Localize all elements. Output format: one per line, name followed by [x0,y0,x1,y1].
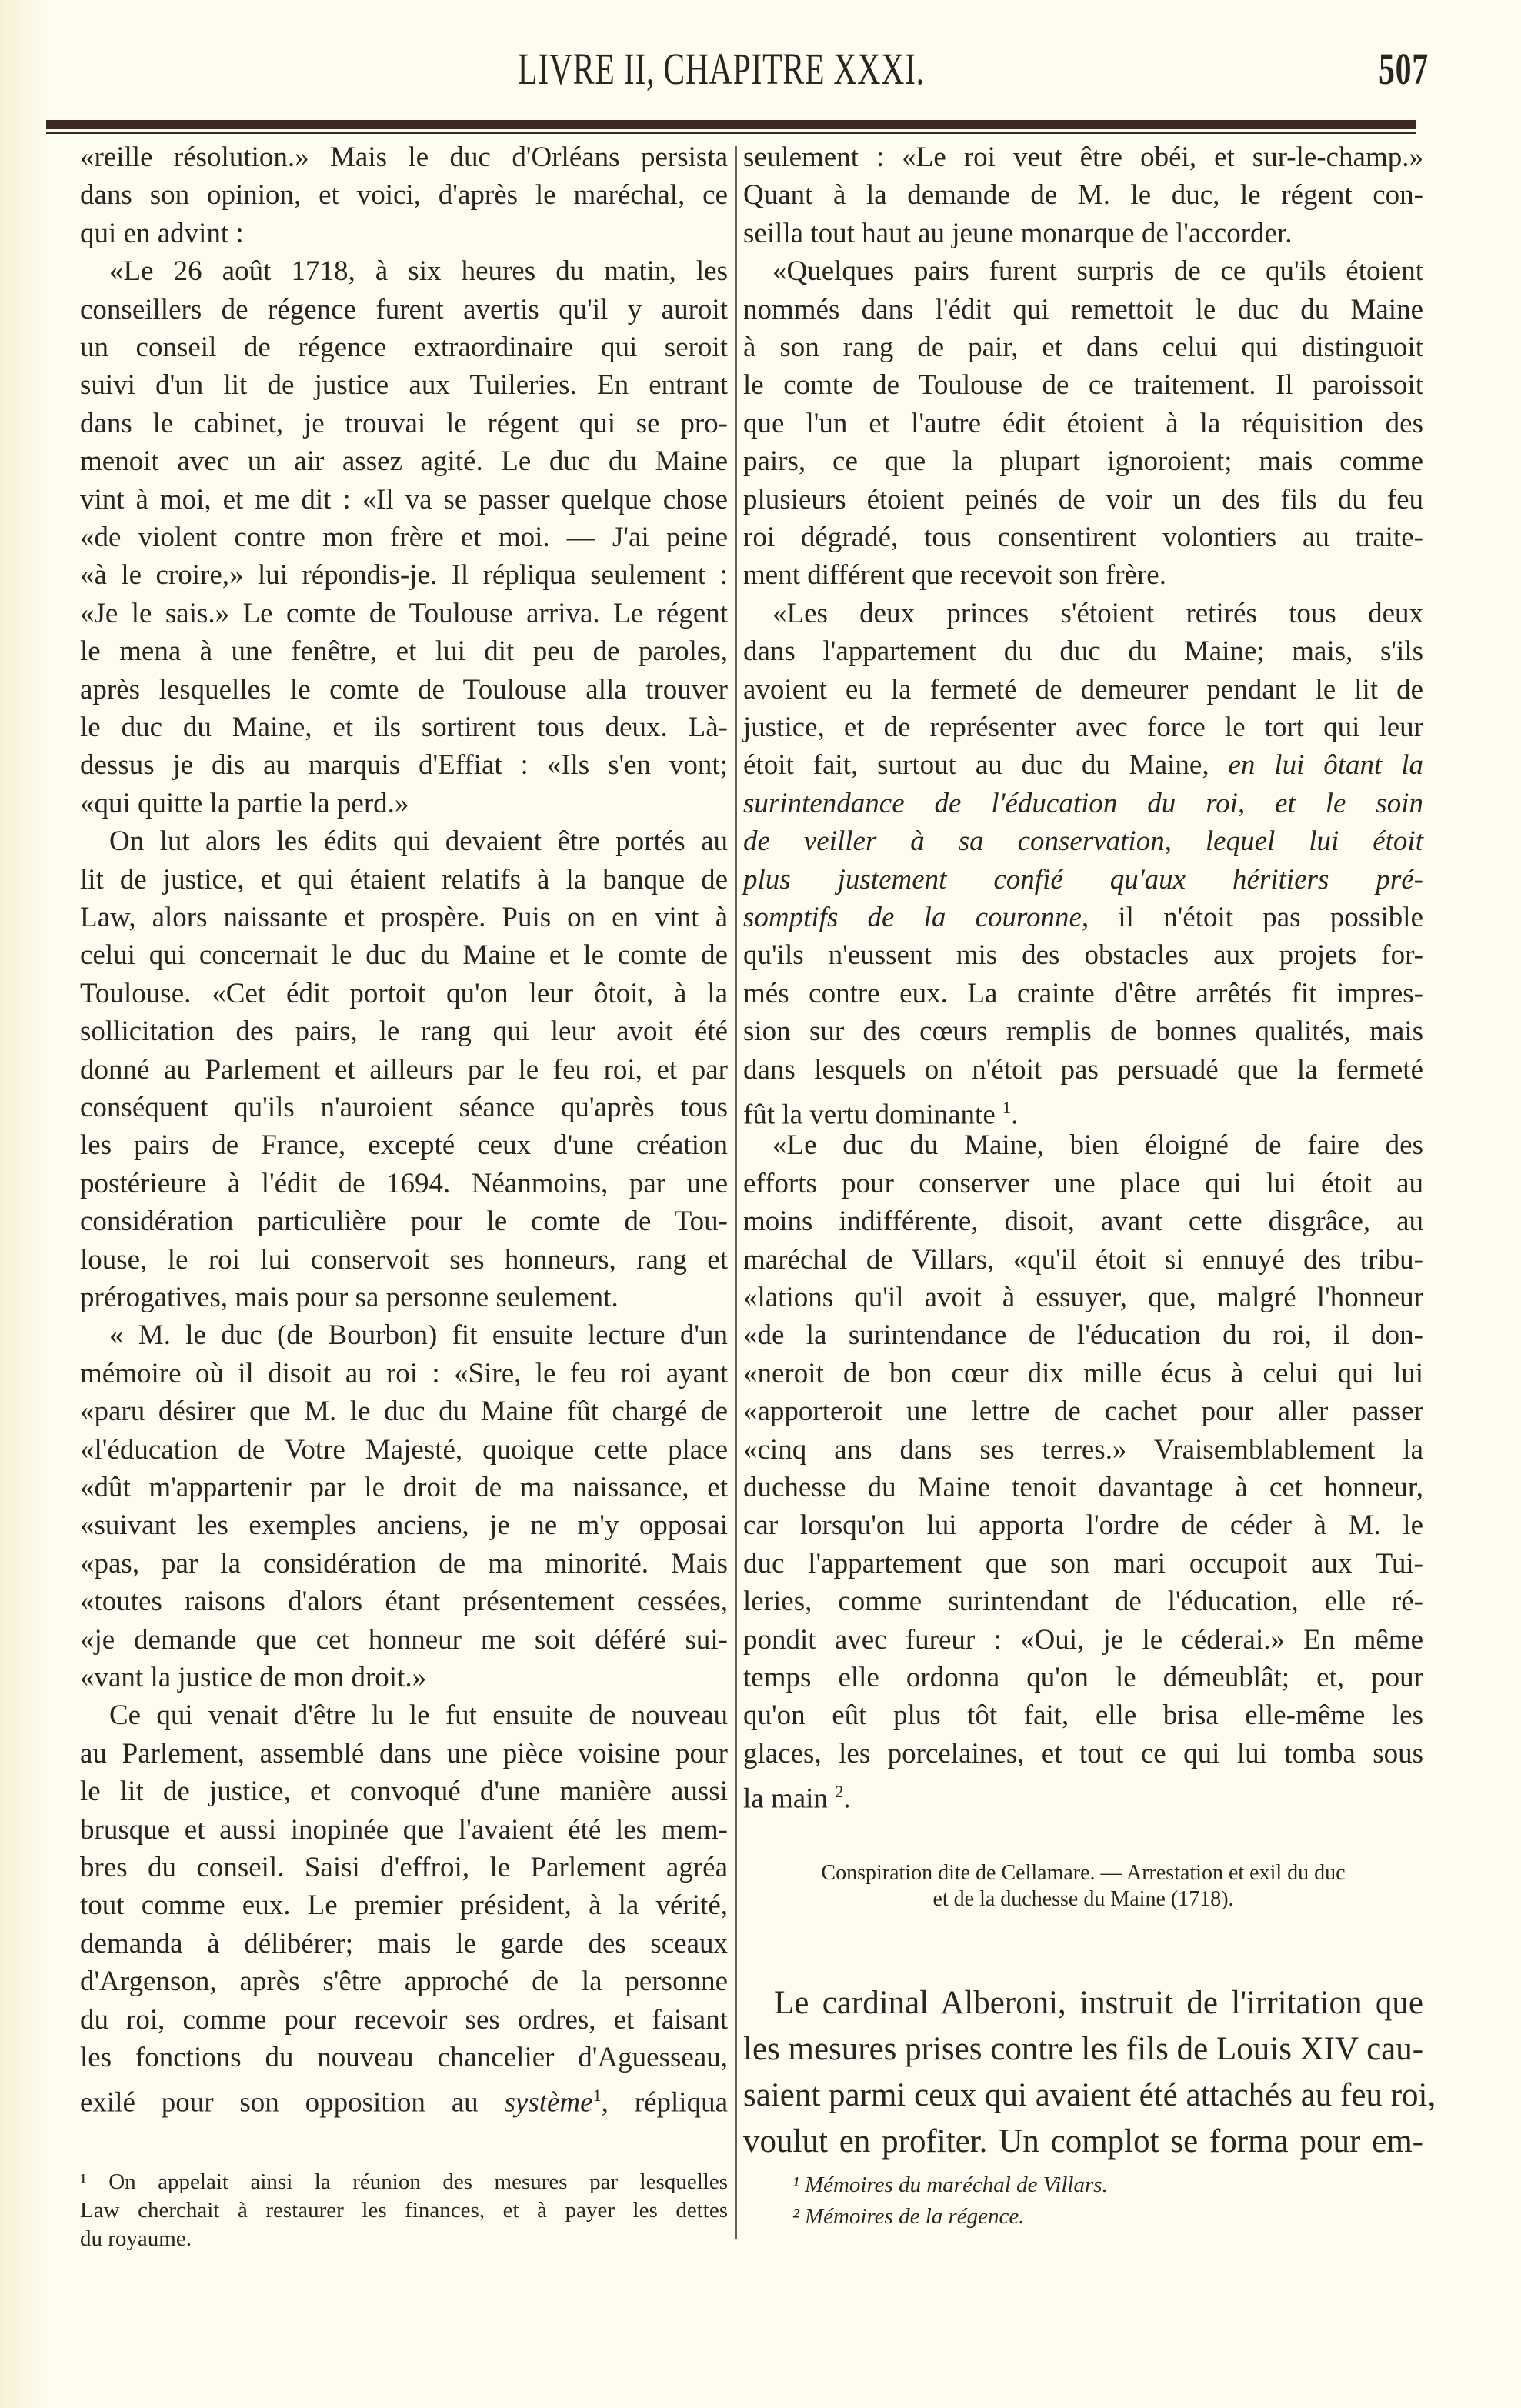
text-line: suivi d'un lit de justice aux Tuileries. En entrant [80,369,728,402]
footnote-ref: 2 [835,1782,844,1802]
footnote: Law cherchait à restaurer les finances, et à payer les dettes [80,2198,728,2223]
footnote-ref: 1 [592,2086,602,2106]
text-line: qu'ils n'eussent mis des obstacles aux projets for- [743,939,1423,972]
text-line [743,861,1423,899]
section-text-line: voulut en profiter. Un complot se forma pour em- [743,2123,1423,2160]
text-line: pairs, ce que la plupart ignoroient; mais comme [743,445,1423,478]
page-edge [0,0,46,2408]
text-line: «je demande que cet honneur me soit déféré sui- [80,1623,728,1656]
section-heading: Conspiration dite de Cellamare. — Arrestation et exil du duc [821,1861,1346,1885]
section-text-line: saient parmi ceux qui avaient été attachés au feu roi, [743,2077,1436,2113]
text-line: «reille résolution.» Mais le duc d'Orléans persista [80,142,728,173]
header-rule [46,120,1416,129]
footnote: ¹ On appelait ainsi la réunion des mesures par lesquelles [80,2170,728,2194]
text-line: prérogatives, mais pour sa personne seulement. [80,1282,619,1313]
text-line [743,746,1423,784]
header-rule-thin [46,132,1416,134]
text-line: duchesse du Maine tenoit davantage à cet honneur, [743,1472,1423,1503]
text-line: On lut alors les édits qui devaient être portés au [109,825,728,858]
footnote-ref: 1 [1002,1098,1012,1117]
text-line: Ce qui venait d'être lu le fut ensuite de nouveau [109,1699,728,1732]
text-line: donné au Parlement et ailleurs par le feu roi, et par [80,1053,728,1086]
footnote: ² Mémoires de la régence. [792,2204,1025,2229]
text-line: «paru désirer que M. le duc du Maine fût chargé de [80,1396,728,1428]
text-line: duc l'appartement que son mari occupoit aux Tui- [743,1547,1423,1579]
text-line: qu'on eût plus tôt fait, elle brisa elle-même les [743,1699,1423,1732]
text-line: considération particulière pour le comte de Tou- [80,1206,728,1238]
text-line: louse, le roi lui conservoit ses honneurs, rang et [80,1243,728,1276]
text-line: un conseil de régence extraordinaire qui seroit [80,332,728,363]
text-line: au Parlement, assemblé dans une pièce voisine pour [80,1737,728,1769]
text-line: leries, comme surintendant de l'éducation, elle ré- [743,1586,1423,1618]
text-line: sollicitation des pairs, le rang qui leur avoit été [80,1016,728,1048]
italic-text: somptifs de la couronne [743,902,1082,933]
text-line [80,2076,728,2119]
text-line: seilla tout haut au jeune monarque de l'accorder. [743,217,1293,249]
text-line: plusieurs étoient peinés de voir un des fils du feu [743,483,1423,515]
italic-text: plus justement confié qu'aux héritiers pré- [743,863,1423,895]
text-line: roi dégradé, tous consentirent volontiers au traite- [743,522,1423,553]
text-line: bres du conseil. Saisi d'effroi, le Parlement agréa [80,1852,728,1883]
text-line: pondit avec fureur : «Oui, je le céderai.» En même [743,1623,1423,1656]
text-line: «Je le sais.» Le comte de Toulouse arriva. Le régent [80,597,728,629]
text-run: étoit fait, surtout au duc du Maine, [743,749,1229,782]
text-line [743,1773,1423,1815]
italic-text: en lui ôtant la [1228,749,1423,782]
footnote: du royaume. [80,2226,192,2251]
text-line [743,785,1423,822]
text-line: dans lesquels on n'étoit pas persuadé que la fermeté [743,1053,1423,1086]
text-line: menoit avec un air assez agité. Le duc du Maine [80,445,728,478]
text-line: à son rang de pair, et dans celui qui distinguoit [743,332,1423,363]
text-line: moins indifférente, disoit, avant cette disgrâce, au [743,1206,1423,1238]
text-line: le comte de Toulouse de ce traitement. Il paroissoit [743,369,1423,402]
text-line: sion sur des cœurs remplis de bonnes qualités, mais [743,1016,1423,1048]
text-line: «Quelques pairs furent surpris de ce qu'ils étoient [772,255,1423,288]
italic-text: de veiller à sa conservation [743,825,1165,858]
text-line: mémoire où il disoit au roi : «Sire, le feu roi ayant [80,1357,728,1389]
text-line: «apporteroit une lettre de cachet pour aller passer [743,1396,1423,1428]
text-line: du roi, comme pour recevoir ses ordres, et faisant [80,2003,728,2036]
text-line: «Le 26 août 1718, à six heures du matin, les [109,255,728,288]
text-line: «cinq ans dans ses terres.» Vraisemblablement la [743,1433,1423,1466]
text-line: conséquent qu'ils n'auroient séance qu'après tous [80,1092,728,1123]
text-line: seulement : «Le roi veut être obéi, et sur-le-champ.» [743,142,1423,173]
text-line: efforts pour conserver une place qui lui étoit au [743,1167,1423,1199]
page-number: 507 [1379,44,1429,94]
text-line: «toutes raisons d'alors étant présentement cessées, [80,1586,728,1618]
text-line: après lesquelles le comte de Toulouse alla trouver [80,673,728,705]
section-text-line: les mesures prises contre les fils de Louis XIV cau- [743,2031,1424,2067]
text-line: «neroit de bon cœur dix mille écus à celui qui lui [743,1357,1423,1389]
text-line [743,1089,1423,1131]
text-line: «de violent contre mon frère et moi. — J'ai peine [80,522,728,553]
text-line: «vant la justice de mon droit.» [80,1662,427,1693]
column-divider [735,146,737,2239]
text-line: le lit de justice, et convoqué d'une manière aussi [80,1776,728,1808]
text-line: que l'un et l'autre édit étoient à la réquisition des [743,407,1423,439]
text-run: , [1164,825,1206,858]
text-line: dans le cabinet, je trouvai le régent qui se pro- [80,407,728,439]
section-text-line: Le cardinal Alberoni, instruit de l'irritation que [774,1985,1423,2021]
italic-text: lequel lui étoit [1205,825,1423,858]
text-run: . [1011,1099,1019,1131]
footnote: ¹ Mémoires du maréchal de Villars. [792,2173,1108,2197]
text-run: exilé pour son opposition au [80,2086,505,2119]
text-line: «Les deux princes s'étoient retirés tous deux [772,597,1423,629]
text-line: vint à moi, et me dit : «Il va se passer quelque chose [80,483,728,515]
text-line: Quant à la demande de M. le duc, le régent con- [743,179,1423,212]
text-line: Toulouse. «Cet édit portoit qu'on leur ôtoit, à la [80,977,728,1009]
text-line: les pairs de France, excepté ceux d'une création [80,1129,728,1162]
text-line: dans l'appartement du duc du Maine; mais, s'ils [743,635,1423,668]
text-line: postérieure à l'édit de 1694. Néanmoins, par une [80,1167,728,1199]
text-line: maréchal de Villars, «qu'il étoit si ennuyé des tribu- [743,1243,1423,1276]
text-line: «Le duc du Maine, bien éloigné de faire des [772,1129,1423,1162]
text-line: lit de justice, et qui étaient relatifs à la banque de [80,863,728,895]
section-heading: et de la duchesse du Maine (1718). [932,1887,1234,1911]
text-line: tout comme eux. Le premier président, à la vérité, [80,1889,728,1922]
text-line: «l'éducation de Votre Majesté, quoique cette place [80,1433,728,1466]
text-line: «lations qu'il avoit à essuyer, que, malgré l'honneur [743,1282,1423,1313]
text-run: , répliqua [601,2086,728,2119]
text-line: les fonctions du nouveau chancelier d'Aguesseau, [80,2042,728,2073]
text-line: d'Argenson, après s'être approché de la personne [80,1966,728,1998]
text-line: nommés dans l'édit qui remettoit le duc du Maine [743,293,1423,325]
text-run: . [843,1783,851,1815]
text-line: brusque et aussi inopinée que l'avaient été les mem- [80,1813,728,1846]
text-line: celui qui concernait le duc du Maine et le comte de [80,939,728,972]
text-line: «dût m'appartenir par le droit de ma naissance, et [80,1472,728,1503]
text-line: glaces, les porcelaines, et tout ce qui lui tomba sous [743,1737,1423,1769]
text-line: car lorsqu'on lui apporta l'ordre de céder à M. le [743,1509,1423,1542]
text-run: , il n'étoit pas possible [1081,902,1423,933]
text-line: ment différent que recevoit son frère. [743,559,1166,592]
text-line: le duc du Maine, et ils sortirent tous deux. Là- [80,712,728,743]
text-line: més contre eux. La crainte d'être arrêtés fit impres- [743,977,1423,1009]
text-line: «pas, par la considération de ma minorité. Mais [80,1547,728,1579]
text-line: «à le croire,» lui répondis-je. Il répliqua seulement : [80,559,728,592]
text-line: justice, et de représenter avec force le tort qui leur [743,712,1423,743]
text-run: la main [743,1783,836,1815]
running-title: LIVRE II, CHAPITRE XXXI. [518,44,925,94]
text-line: demanda à délibérer; mais le garde des sceaux [80,1927,728,1959]
text-line: conseillers de régence furent avertis qu'il y auroit [80,293,728,325]
italic-text: système [504,2086,593,2119]
text-line: temps elle ordonna qu'on le démeublât; et, pour [743,1662,1423,1693]
text-line: qui en advint : [80,217,244,249]
text-line: dans son opinion, et voici, d'après le maréchal, ce [80,179,728,212]
text-line: Law, alors naissante et prospère. Puis on en vint à [80,902,728,933]
text-line: «de la surintendance de l'éducation du roi, il don- [743,1319,1423,1352]
text-line [743,899,1423,936]
text-line: «suivant les exemples anciens, je ne m'y opposai [80,1509,728,1542]
italic-text: surintendance de l'éducation du roi, et le soin [743,787,1423,819]
text-run: fût la vertu dominante [743,1099,1003,1131]
text-line [743,822,1423,860]
text-line: dessus je dis au marquis d'Effiat : «Ils s'en vont; [80,749,728,782]
text-line: avoient eu la fermeté de demeurer pendant le lit de [743,673,1423,705]
text-line: le mena à une fenêtre, et lui dit peu de paroles, [80,635,728,668]
text-line: « M. le duc (de Bourbon) fit ensuite lecture d'un [109,1319,728,1352]
text-line: «qui quitte la partie la perd.» [80,787,409,819]
